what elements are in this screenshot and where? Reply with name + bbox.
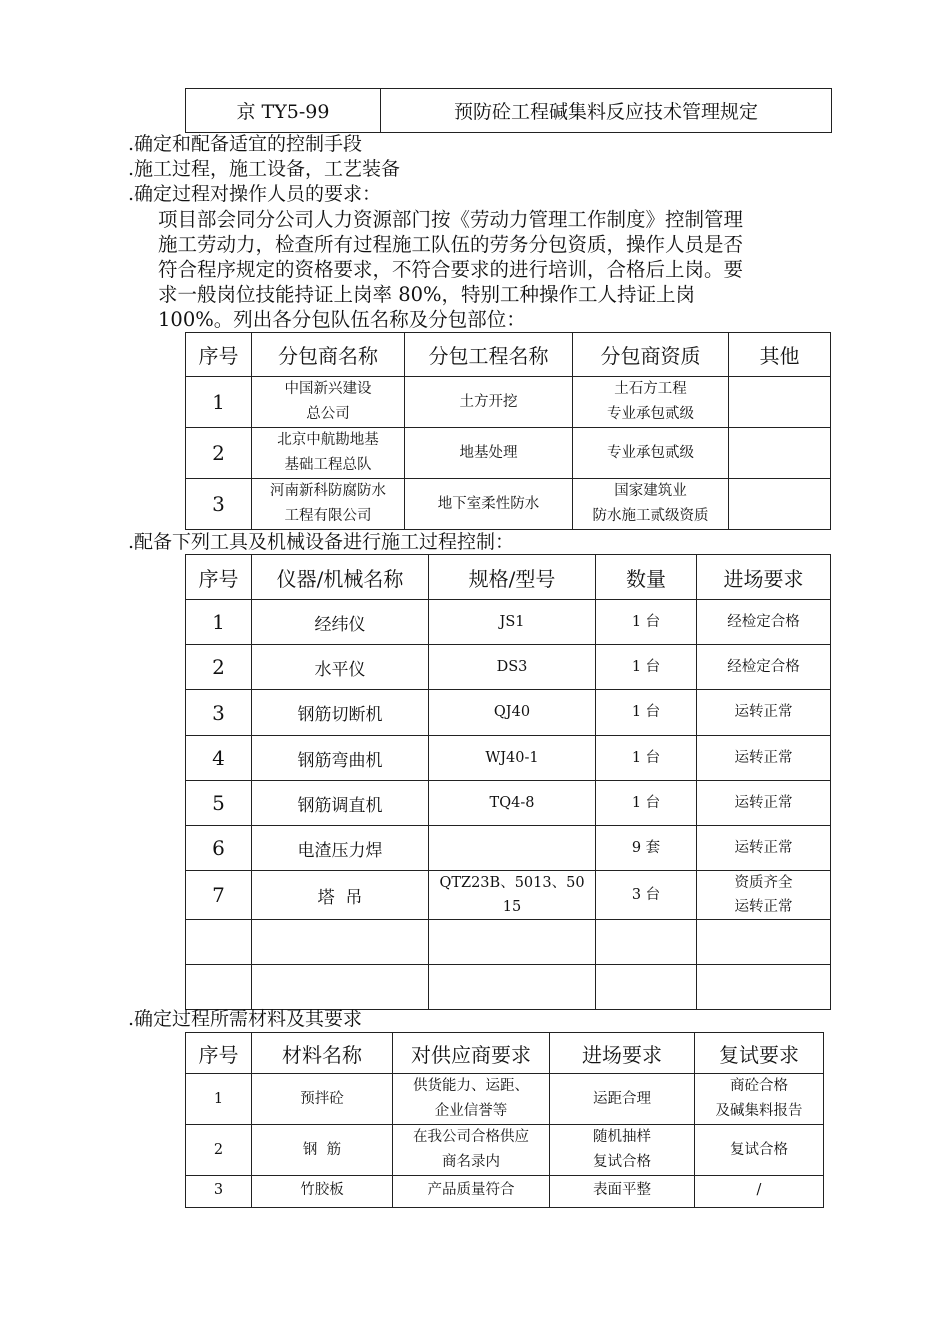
- row-no: 5: [186, 781, 252, 826]
- entry-req-cell: 运转正常: [697, 736, 831, 781]
- empty-table-row: [186, 965, 831, 1010]
- sub-name-line: 河南新科防腐防水: [270, 483, 386, 499]
- retest-req-cell: /: [695, 1176, 824, 1208]
- empty-table-row: [186, 920, 831, 965]
- sub-name-line: 北京中航勘地基: [277, 432, 379, 448]
- entry-req-cell: [550, 1125, 695, 1176]
- sub-name-cell: [252, 377, 405, 428]
- table-row: [186, 479, 831, 530]
- spec-cell: QJ40: [429, 690, 596, 736]
- row-no: 6: [186, 826, 252, 871]
- line-process-equipment: .施工过程，施工设备，工艺装备: [128, 158, 401, 180]
- equipment-table: [185, 554, 831, 1010]
- col-header-entry-req: 进场要求: [550, 1033, 695, 1074]
- spec-cell: [429, 871, 596, 920]
- entry-req-line: 复试合格: [593, 1154, 651, 1170]
- row-no: 1: [186, 377, 252, 428]
- equipment-name-cell: 电渣压力焊: [252, 826, 429, 871]
- equipment-name-cell: 钢筋切断机: [252, 690, 429, 736]
- retest-req-line: 及碱集料报告: [715, 1103, 803, 1119]
- table-row: [186, 1074, 824, 1125]
- sub-name-line: 工程有限公司: [284, 508, 372, 524]
- col-header-qualification: 分包商资质: [573, 333, 729, 377]
- doc-code: 京 TY5-99: [186, 89, 381, 133]
- equipment-header-row: [186, 555, 831, 600]
- qualification-line: 国家建筑业: [614, 483, 687, 499]
- supplier-req-line: 在我公司合格供应: [413, 1129, 529, 1145]
- qty-cell: 1 台: [596, 645, 697, 690]
- col-header-no: 序号: [186, 1033, 252, 1074]
- line-control-means: .确定和配备适宜的控制手段: [128, 133, 363, 155]
- subcontract-header-row: [186, 333, 831, 377]
- col-header-retest-req: 复试要求: [695, 1033, 824, 1074]
- col-header-material-name: 材料名称: [252, 1033, 393, 1074]
- retest-req-cell: 复试合格: [695, 1125, 824, 1176]
- supplier-req-cell: [393, 1125, 550, 1176]
- col-header-supplier-req: 对供应商要求: [393, 1033, 550, 1074]
- entry-req-cell: [697, 871, 831, 920]
- row-no: 1: [186, 1074, 252, 1125]
- supplier-req-cell: 产品质量符合: [393, 1176, 550, 1208]
- line-operator-requirements: .确定过程对操作人员的要求：: [128, 183, 382, 205]
- line-materials-intro: .确定过程所需材料及其要求: [128, 1008, 363, 1030]
- qty-cell: 1 台: [596, 690, 697, 736]
- equipment-name-cell: 钢筋弯曲机: [252, 736, 429, 781]
- spec-cell: [429, 826, 596, 871]
- row-no: 1: [186, 600, 252, 645]
- line-equipment-intro: .配备下列工具及机械设备进行施工过程控制：: [128, 531, 515, 553]
- table-row: [186, 600, 831, 645]
- col-header-qty: 数量: [596, 555, 697, 600]
- row-no: 3: [186, 1176, 252, 1208]
- paragraph-line-3: 符合程序规定的资格要求，不符合要求的进行培训，合格后上岗。要: [158, 258, 744, 281]
- table-row: [186, 736, 831, 781]
- entry-req-line: 资质齐全: [734, 875, 793, 891]
- paragraph-line-1: 项目部会同分公司人力资源部门按《劳动力管理工作制度》控制管理: [158, 208, 744, 231]
- table-row: [186, 428, 831, 479]
- equipment-name-cell: 经纬仪: [252, 600, 429, 645]
- table-row: [186, 826, 831, 871]
- entry-req-cell: 经检定合格: [697, 645, 831, 690]
- materials-table: [185, 1032, 824, 1208]
- equipment-name-cell: 水平仪: [252, 645, 429, 690]
- work-name-cell: 地下室柔性防水: [405, 479, 573, 530]
- row-no: 3: [186, 479, 252, 530]
- row-no: 2: [186, 645, 252, 690]
- col-header-no: 序号: [186, 333, 252, 377]
- col-header-equipment-name: 仪器/机械名称: [252, 555, 429, 600]
- doc-header-table: [185, 88, 832, 133]
- entry-req-cell: 运转正常: [697, 781, 831, 826]
- spec-line: 15: [502, 899, 522, 915]
- material-name-cell: 竹胶板: [252, 1176, 393, 1208]
- other-cell: [729, 428, 831, 479]
- qualification-cell: 专业承包贰级: [573, 428, 729, 479]
- supplier-req-line: 供货能力、运距、: [413, 1078, 529, 1094]
- equipment-name-cell: 塔 吊: [252, 871, 429, 920]
- table-row: [186, 871, 831, 920]
- work-name-cell: 地基处理: [405, 428, 573, 479]
- equipment-name-cell: 钢筋调直机: [252, 781, 429, 826]
- work-name-cell: 土方开挖: [405, 377, 573, 428]
- col-header-other: 其他: [729, 333, 831, 377]
- qty-cell: 1 台: [596, 600, 697, 645]
- entry-req-line: 运转正常: [734, 899, 793, 915]
- paragraph-line-2: 施工劳动力，检查所有过程施工队伍的劳务分包资质，操作人员是否: [158, 233, 744, 256]
- table-row: [186, 377, 831, 428]
- spec-cell: WJ40-1: [429, 736, 596, 781]
- row-no: 2: [186, 428, 252, 479]
- table-row: [186, 781, 831, 826]
- qty-cell: 3 台: [596, 871, 697, 920]
- spec-cell: DS3: [429, 645, 596, 690]
- other-cell: [729, 479, 831, 530]
- qty-cell: 1 台: [596, 736, 697, 781]
- retest-req-line: 商砼合格: [730, 1078, 788, 1094]
- entry-req-cell: 表面平整: [550, 1176, 695, 1208]
- qualification-line: 防水施工贰级资质: [592, 508, 709, 524]
- qualification-cell: [573, 377, 729, 428]
- sub-name-line: 总公司: [306, 406, 350, 422]
- sub-name-cell: [252, 479, 405, 530]
- table-row: [186, 1125, 824, 1176]
- sub-name-cell: [252, 428, 405, 479]
- row-no: 4: [186, 736, 252, 781]
- entry-req-cell: 经检定合格: [697, 600, 831, 645]
- paragraph-line-5: 100%。列出各分包队伍名称及分包部位：: [158, 308, 526, 331]
- retest-req-cell: [695, 1074, 824, 1125]
- entry-req-cell: 运距合理: [550, 1074, 695, 1125]
- col-header-work-name: 分包工程名称: [405, 333, 573, 377]
- qualification-line: 专业承包贰级: [607, 406, 694, 422]
- qty-cell: 9 套: [596, 826, 697, 871]
- col-header-entry-req: 进场要求: [697, 555, 831, 600]
- entry-req-cell: 运转正常: [697, 690, 831, 736]
- row-no: 2: [186, 1125, 252, 1176]
- row-no: 3: [186, 690, 252, 736]
- subcontract-table: [185, 332, 831, 530]
- table-row: [186, 1176, 824, 1208]
- sub-name-line: 中国新兴建设: [284, 381, 372, 397]
- spec-line: QTZ23B、5013、50: [439, 875, 585, 891]
- sub-name-line: 基础工程总队: [284, 457, 372, 473]
- doc-title: 预防砼工程碱集料反应技术管理规定: [381, 89, 832, 133]
- qualification-cell: [573, 479, 729, 530]
- supplier-req-line: 商名录内: [442, 1154, 500, 1170]
- qty-cell: 1 台: [596, 781, 697, 826]
- col-header-sub-name: 分包商名称: [252, 333, 405, 377]
- table-row: [186, 645, 831, 690]
- paragraph-line-4: 求一般岗位技能持证上岗率 80%，特别工种操作工人持证上岗: [158, 283, 696, 306]
- supplier-req-line: 企业信誉等: [434, 1103, 508, 1119]
- col-header-no: 序号: [186, 555, 252, 600]
- supplier-req-cell: [393, 1074, 550, 1125]
- row-no: 7: [186, 871, 252, 920]
- other-cell: [729, 377, 831, 428]
- entry-req-cell: 运转正常: [697, 826, 831, 871]
- material-name-cell: 预拌砼: [252, 1074, 393, 1125]
- spec-cell: TQ4-8: [429, 781, 596, 826]
- materials-header-row: [186, 1033, 824, 1074]
- material-name-cell: 钢 筋: [252, 1125, 393, 1176]
- entry-req-line: 随机抽样: [593, 1129, 651, 1145]
- spec-cell: JS1: [429, 600, 596, 645]
- col-header-spec: 规格/型号: [429, 555, 596, 600]
- table-row: [186, 690, 831, 736]
- qualification-line: 土石方工程: [614, 381, 687, 397]
